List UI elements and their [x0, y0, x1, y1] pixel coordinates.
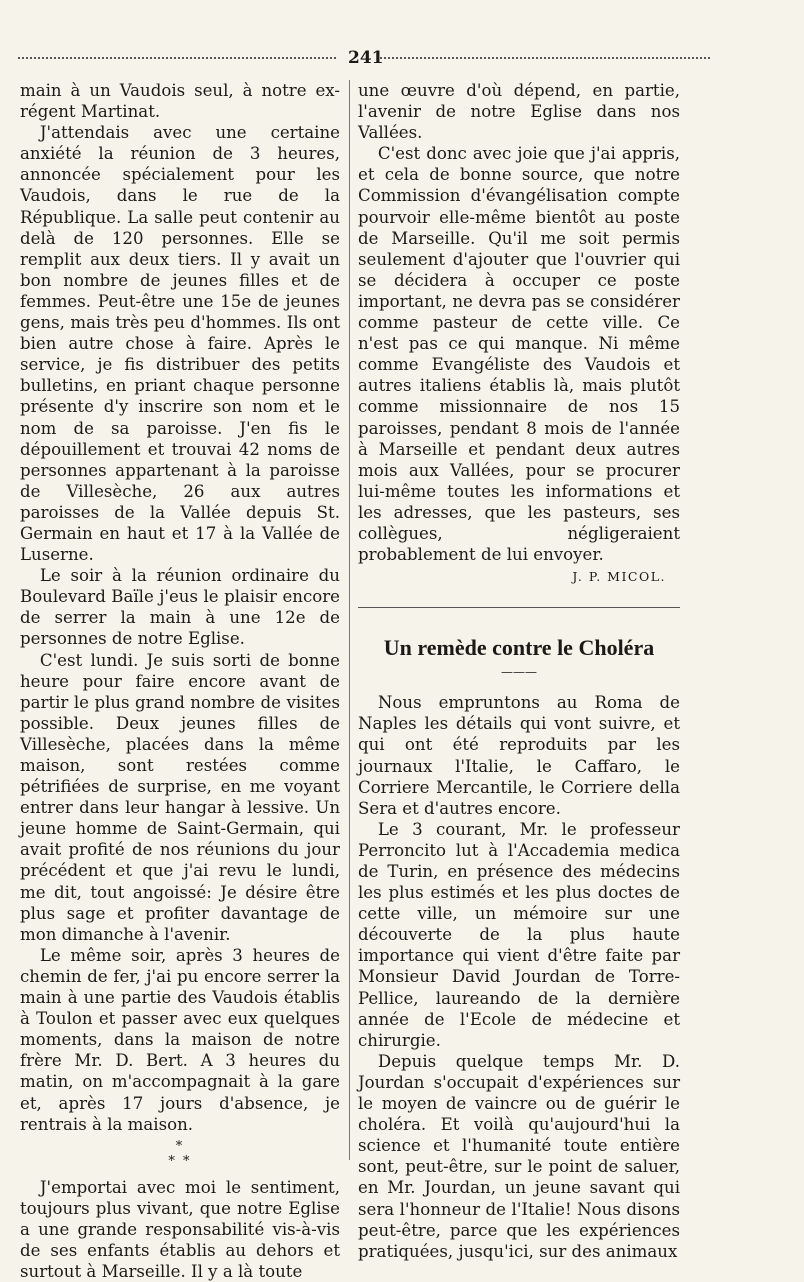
- left-column: [20, 80, 340, 1282]
- star-top: *: [175, 1138, 185, 1154]
- article-divider: [358, 607, 680, 608]
- article-title: Un remède contre le Choléra: [383, 635, 655, 661]
- paragraph: Nous empruntons au Roma de Naples les détails qui vont suivre, et qui ont été reproduits par les journaux l'Italie, le Caffaro, le Corriere Mercantile, le Corriere della Sera et d'autres encore.: [358, 693, 680, 818]
- paragraph: Le même soir, après 3 heures de chemin de fer, j'ai pu encore serrer la main à une partie des Vaudois établis à Toulon et passer avec eux quelques moments, dans la maison de notre frère Mr. D. Bert. A 3 heures du matin, on m'accompagnait à la gare et, après 17 jours d'absence, je rentrais à la maison.: [20, 945, 340, 1134]
- page-number: 241: [348, 48, 384, 68]
- paragraph: C'est donc avec joie que j'ai appris, et cela de bonne source, que notre Commission d'évangélisation compte pourvoir elle-même bientôt au poste de Marseille. Qu'il me soit permis seulement d'ajouter que l'ouvrier qui se décidera à occuper ce poste important, ne devra pas se considérer comme pasteur de cette ville. Ce n'est pas ce qui manque. Ni même comme Evangéliste des Vaudois et autres italiens établis là, mais plutôt comme missionnaire de nos 15 paroisses, pendant 8 mois de l'année à Marseille et pendant deux autres mois aux Vallées, pour se procurer lui-même toutes les informations et les adresses, que les pasteurs, ses collègues, négligeraient probablement de lui envoyer.: [358, 144, 680, 565]
- header-rule-left: [18, 57, 336, 59]
- title-dash: ———: [501, 665, 537, 680]
- right-column: [358, 80, 680, 1262]
- paragraph: une œuvre d'où dépend, en partie, l'avenir de notre Eglise dans nos Vallées.: [358, 81, 680, 143]
- paragraph: Depuis quelque temps Mr. D. Jourdan s'occupait d'expériences sur le moyen de vaincre ou de guérir le choléra. Et voilà qu'aujourd'hui la science et l'humanité toute entière sont, peut-être, sur le point de saluer, en Mr. Jourdan, un jeune savant qui sera l'honneur de l'Italie! Nous disons peut-être, parce que les expériences pratiquées, jusqu'ici, sur des animaux: [358, 1051, 680, 1261]
- page-header: [18, 48, 788, 68]
- column-divider: [349, 80, 350, 1160]
- header-rule-right: [380, 57, 710, 59]
- paragraph: Le soir à la réunion ordinaire du Boulevard Baïle j'eus le plaisir encore de serrer la main à une 12e de personnes de notre Eglise.: [20, 566, 340, 649]
- paragraph: J'attendais avec une certaine anxiété la réunion de 3 heures, annoncée spécialement pour les Vaudois, dans le rue de la République. La salle peut contenir au delà de 120 personnes. Elle se remplit aux deux tiers. Il y avait un bon nombre de jeunes filles et de femmes. Peut-être une 15e de jeunes gens, mais très peu d'hommes. Ils ont bien autre chose à faire. Après le service, je fis distribuer des petits bulletins, en priant chaque personne présente d'y inscrire son nom et le nom de sa paroisse. J'en fis le dépouillement et trouvai 42 noms de personnes appartenant à la paroisse de Villesèche, 26 aux autres paroisses de la Vallée depuis St. Germain en haut et 17 à la Vallée de Luserne.: [20, 123, 340, 565]
- author-signature: J. P. MICOL.: [572, 569, 666, 585]
- paragraph: J'emportai avec moi le sentiment, toujours plus vivant, que notre Eglise a une grande responsabilité vis-à-vis de ses enfants établis au dehors et surtout à Marseille. Il y a là toute: [20, 1177, 340, 1282]
- star-bottom: * *: [168, 1153, 192, 1169]
- paragraph: C'est lundi. Je suis sorti de bonne heure pour faire encore avant de partir le plus grand nombre de visites possible. Deux jeunes filles de Villesèche, placées dans la même maison, sont restées comme pétrifiées de surprise, en me voyant entrer dans leur hangar à lessive. Un jeune homme de Saint-Germain, qui avait profité de nos réunions du jour précédent et que j'ai revu le lundi, me dit, tout angoissé: Je désire être plus sage et profiter davantage de mon dimanche à l'avenir.: [20, 650, 340, 944]
- paragraph: main à un Vaudois seul, à notre ex-régent Martinat.: [20, 81, 340, 122]
- paragraph: Le 3 courant, Mr. le professeur Perroncito lut à l'Accademia medica de Turin, en présence des médecins les plus estimés et les plus doctes de cette ville, un mémoire sur une découverte de la plus haute importance qui vient d'être faite par Monsieur David Jourdan de Torre-Pellice, laureando de la dernière année de l'Ecole de médecine et chirurgie.: [358, 819, 680, 1050]
- section-separator-stars: [20, 1139, 340, 1169]
